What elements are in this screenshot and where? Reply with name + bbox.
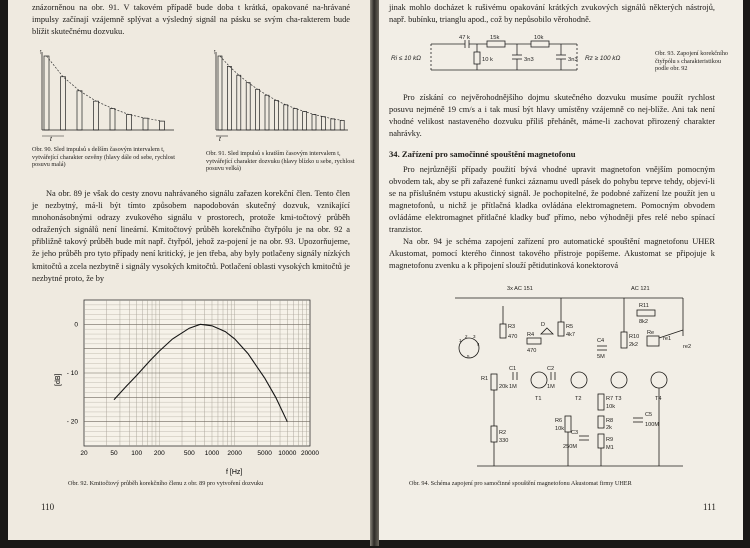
fig90-envelope [47, 56, 163, 121]
fig94-label-r6v: 10k [555, 426, 565, 432]
fig92-x-tick-label: 50 [110, 450, 118, 457]
fig94-label-r3: R3 [508, 324, 516, 330]
fig94-label-r4: R4 [527, 332, 535, 338]
fig92-x-tick-label: 100 [131, 450, 143, 457]
fig93-label-ri: Ri ≤ 10 kΩ [391, 55, 422, 62]
fig90-t-label: t [50, 136, 52, 142]
chart-0-impulse-bar-6 [127, 114, 132, 130]
fig94-transistor-t1 [531, 372, 547, 388]
figure-91-reverb-impulses [202, 46, 352, 142]
fig94-label-t4: T4 [655, 396, 662, 402]
fig93-resistor-10k [531, 41, 549, 47]
fig91-caption: Obr. 91. Sled impulsů s kratším časovým intervalem t, vytvářející charakter dozvuku (hlavy blízko u sebe, rychlost posuvu velká) [206, 150, 355, 173]
fig92-y-label: [dB] [55, 373, 62, 386]
fig94-label-c5: C5 [645, 412, 653, 418]
fig92-x-label: f [Hz] [226, 469, 243, 476]
fig94-label-c4: C4 [597, 338, 605, 344]
chart-0-impulse-bar-8 [160, 121, 165, 130]
fig93-label-rz: Rz ≥ 100 kΩ [585, 55, 621, 62]
chart-1-impulse-bar-12 [321, 117, 325, 130]
fig94-label-r10v: 2k2 [629, 342, 639, 348]
fig94-label-c2: C2 [547, 366, 555, 372]
fig94-label-r11: R11 [639, 303, 649, 309]
fig94-label-r2: R2 [499, 430, 507, 436]
chart-0-impulse-bar-2 [61, 77, 66, 130]
fig94-label-c4v: 5M [597, 354, 605, 360]
figure-93-correction-network [391, 34, 643, 80]
fig92-y-tick-label: 0 [74, 321, 78, 329]
fig94-label-c5v: 100M [645, 422, 659, 428]
left-page [8, 0, 370, 540]
fig94-label-r9: R9 [606, 437, 614, 443]
fig94-label-t3: T3 [615, 396, 622, 402]
fig94-pin-2: 2 [465, 334, 468, 339]
fig92-y-tick-label: - 10 [66, 370, 78, 377]
fig94-label-re1: re1 [663, 336, 672, 342]
fig94-label-r2v: 330 [499, 438, 509, 444]
chart-1-impulse-bar-11 [312, 114, 316, 130]
fig94-transistor-t2 [571, 372, 587, 388]
fig94-label-r3v: 470 [508, 334, 518, 340]
fig94-caption: Obr. 94. Schéma zapojení pro samočinné spouštění magnetofonu Akustomat firmy UHER [409, 480, 632, 487]
chart-1-impulse-bar-14 [340, 120, 344, 130]
fig92-x-tick-label: 10000 [278, 450, 297, 457]
right-para-2: Pro nejrůznější případy použití bývá vhodné upravit magnetofon vnějším pomocným obvodem tak, aby se při zařazené funkci záznamu uvedl pásek do pohybu teprve tehdy, objeví-li se na příslušném vstupu akustický signál. Je pochopitelné, že podobné zařízení lze použít jen u magnetofonů, u nichž je přítlačná kladka ovládána elektromagnetem. Pomocným obvodem ovládáme elektromagnet přítlačné kladky buď přímo, nebo výhodněji přes relé nebo spínací tranzistor. [389, 165, 715, 235]
fig92-x-tick-label: 20000 [300, 450, 320, 457]
left-top-text: znázorněnou na obr. 91. V takovém případě bude doba t krátká, opakované na-hrávané impulsy začínají vzájemně splývat a výsledný signál na pásku se svým cha-rakterem bude blížit skutečnému dozvuku. [32, 3, 350, 37]
fig93-label-10k-shunt: 10 k [482, 57, 493, 63]
fig94-label-r5v: 4k7 [566, 332, 576, 338]
fig94-label-c1v: 1M [509, 384, 517, 390]
book-gutter [370, 0, 379, 546]
fig94-resistor-r5 [558, 322, 564, 336]
fig94-label-ac121: AC 121 [631, 286, 650, 292]
fig94-label-c3v: 250M [563, 444, 577, 450]
chart-0-impulse-bar-5 [110, 109, 115, 130]
fig94-resistor-r11 [637, 310, 655, 316]
fig94-potentiometer-r1 [491, 374, 497, 390]
chart-1-impulse-bar-1 [218, 56, 222, 130]
fig93-label-3n3-a: 3n3 [524, 57, 534, 63]
chart-1-impulse-bar-3 [237, 75, 241, 130]
chart-1-impulse-bar-4 [246, 83, 250, 130]
fig94-transistor-t4 [651, 372, 667, 388]
page-number-left: 110 [41, 502, 55, 512]
fig92-y-tick-label: - 20 [66, 418, 78, 426]
chart-0-impulse-bar-4 [94, 101, 99, 130]
fig94-label-r4v: 470 [527, 348, 537, 354]
right-para-3: Na obr. 94 je schéma zapojení zařízení pro automatické spouštění magnetofonu UHER Akustomat, pomocí kterého činnost takového přístroje popíšeme. Akustomat se připojuje k magnetofonu zvenku a k připojení slouží pětidutinková konektorová [389, 237, 715, 271]
fig91-y-arrow: ↑ [213, 49, 217, 56]
fig93-shunt-resistor [474, 52, 480, 64]
book-spread [8, 0, 745, 546]
fig94-label-3xac151: 3x AC 151 [507, 286, 533, 292]
section-heading-34: 34. Zařízení pro samočinné spouštění magnetofonu [389, 149, 576, 159]
fig90-y-arrow: ↑ [39, 49, 43, 56]
fig93-caption: Obr. 93. Zapojení korekčního čtyřpólu s charakteristikou podle obr. 92 [655, 50, 729, 73]
fig94-label-r7v: 10k [606, 404, 616, 410]
chart-1-impulse-bar-9 [293, 109, 297, 130]
fig94-pin-1: 1 [459, 338, 462, 343]
chart-1-impulse-bar-8 [284, 105, 288, 130]
fig94-label-r9v: M1 [606, 445, 614, 451]
fig93-resistor-15k [487, 41, 505, 47]
fig92-x-tick-label: 1000 [204, 450, 220, 457]
fig94-transistor-t3 [611, 372, 627, 388]
fig91-envelope [220, 56, 342, 120]
chart-1-impulse-bar-2 [227, 66, 231, 130]
left-body-text: Na obr. 89 je však do cesty znovu nahrávaného signálu zařazen korekční člen. Tento člen je nezbytný, má-li být tímto způsobem napodobován skutečný dozvuk, vznikající mnohonásobnými odrazy zvukového signálu v prostorech, protože kmi-točtový průběh odražených signálů není lineární. Kmitočtový průběh korekčního čtyřpólu je na obr. 92 a přibližně takový průběh bude mít např. čtyřpól, jehož za-pojení je na obr. 93. Upozorňujeme, že jeho průběh pro tyto případy není kritický, je jen třeba, aby byly potlačeny signály nízkých kmitočtů a zcela nezbytně i signály vysokých kmitočtů. Potlačení oblasti vysokých kmitočtů je nezbytné proto, že by [32, 189, 350, 283]
chart-1-impulse-bar-10 [303, 112, 307, 131]
fig94-label-d: D [541, 322, 546, 328]
figure-94-akustomat-schematic [447, 276, 695, 478]
fig94-label-r1: R1 [481, 376, 489, 382]
right-page [379, 0, 743, 540]
fig94-label-r5: R5 [566, 324, 574, 330]
fig94-resistor-r7 [598, 394, 604, 410]
figure-90-echo-impulses [28, 46, 178, 142]
fig94-potentiometer-r9 [598, 434, 604, 448]
fig93-label-3n3-b: 3n3 [568, 57, 578, 63]
fig94-label-t1: T1 [535, 396, 542, 402]
fig94-resistor-r3 [500, 324, 506, 338]
fig94-label-r7: R7 [606, 396, 614, 402]
fig94-pin-3: 3 [473, 334, 476, 339]
fig92-x-tick-label: 5000 [257, 450, 272, 457]
fig94-diode-d [541, 328, 553, 334]
figure-92-frequency-response [48, 296, 346, 476]
fig92-caption: Obr. 92. Kmitočtový průběh korekčního členu z obr. 89 pro vytvoření dozvuku [68, 480, 264, 487]
right-top-text: jinak mohlo docházet k rušivému opakování krátkých zvukových signálů některých nástrojů, např. bubínku, trianglu apod., což by nepůsobilo věrohodně. [389, 3, 715, 25]
chart-1-impulse-bar-5 [256, 89, 260, 130]
fig90-caption: Obr. 90. Sled impulsů s delším časovým intervalem t, vytvářející charakter ozvěny (hlavy dále od sebe, rychlost posuvu malá) [32, 146, 175, 169]
fig93-label-47k: 47 k [459, 35, 470, 41]
fig94-label-r11v: 8k2 [639, 319, 649, 325]
fig92-x-tick-label: 200 [153, 450, 165, 457]
fig92-x-tick-label: 500 [183, 450, 195, 457]
chart-0-impulse-bar-3 [77, 91, 82, 130]
fig94-label-r10: R10 [629, 334, 640, 340]
fig93-label-15k: 15k [490, 35, 500, 41]
fig94-resistor-r10 [621, 332, 627, 348]
chart-1-impulse-bar-6 [265, 95, 269, 130]
fig94-label-c2v: 1M [547, 384, 555, 390]
fig94-relay-coil-re [647, 336, 659, 346]
fig94-pin-5: 5 [467, 354, 470, 359]
fig93-label-10k-series: 10k [534, 35, 544, 41]
fig94-label-r8: R8 [606, 418, 614, 424]
fig92-x-tick-label: 20 [80, 450, 88, 457]
fig94-label-t2: T2 [575, 396, 582, 402]
fig94-label-re2: re2 [683, 344, 692, 350]
fig94-label-r8v: 2k [606, 425, 612, 431]
fig94-resistor-r2 [491, 426, 497, 442]
fig91-t-label: t [219, 136, 221, 142]
fig94-resistor-r8 [598, 416, 604, 428]
fig94-label-r6: R6 [555, 418, 563, 424]
fig94-label-re: Re [647, 330, 655, 336]
right-para-1: Pro získání co nejvěrohodnějšího dojmu skutečného dozvuku musíme použít rychlost posuvu nejméně 19 cm/s a i tak musí být hlavy umístěny vzájemně co nej-blíže. Ani tak není vhodné velikost nastaveného dozvuku příliš přehánět, máme-li zachovat přirozený charakter nahrávky. [389, 93, 715, 139]
chart-0-impulse-bar-1 [44, 56, 49, 130]
fig94-pin-4: 4 [477, 342, 480, 347]
fig94-label-c3: C3 [571, 430, 579, 436]
chart-0-impulse-bar-7 [143, 118, 148, 130]
chart-1-impulse-bar-7 [274, 100, 278, 130]
page-number-right: 111 [703, 502, 716, 512]
chart-1-impulse-bar-13 [331, 119, 335, 130]
fig92-x-tick-label: 2000 [227, 450, 242, 457]
fig94-label-c1: C1 [509, 366, 517, 372]
fig94-resistor-r4 [527, 338, 541, 344]
fig94-label-r1v: 20k [499, 384, 509, 390]
